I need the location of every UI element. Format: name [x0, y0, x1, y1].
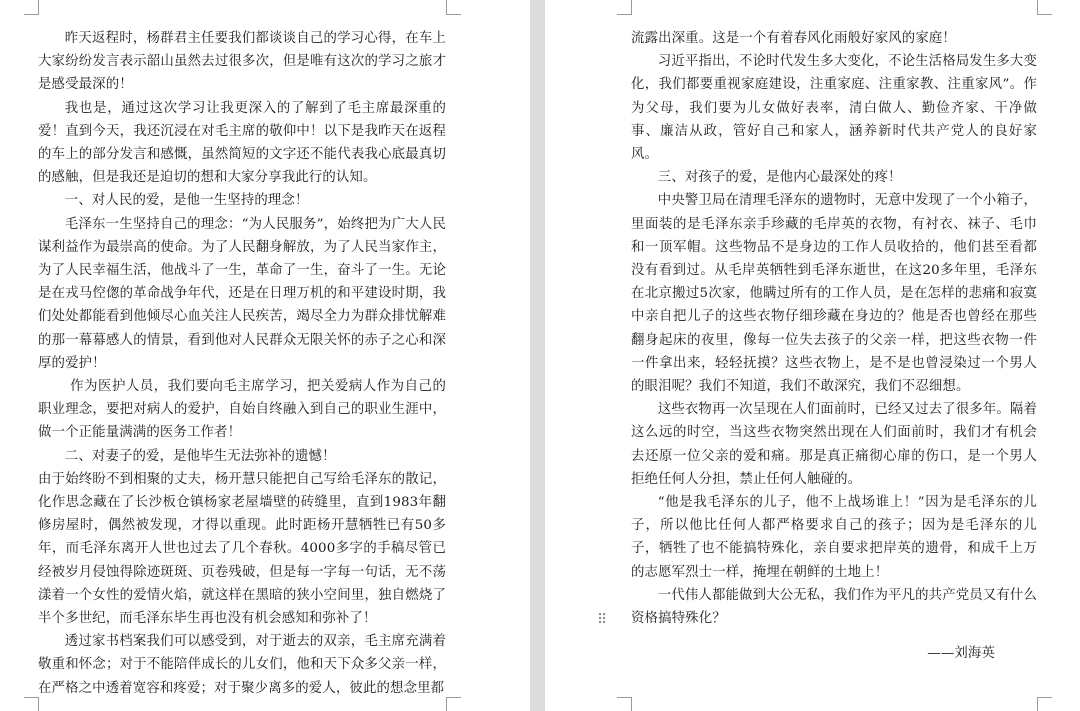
margin-corner-bottom-left — [24, 697, 39, 711]
page-gap — [530, 0, 545, 711]
paragraph-continued: 流露出深重。这是一个有着春风化雨般好家风的家庭！ — [631, 31, 956, 46]
margin-corner-bottom-right — [446, 697, 461, 711]
margin-corner-top-right — [1037, 0, 1052, 15]
paragraph-conclusion: 一代伟人都能做到大公无私，我们作为平凡的共产党员又有什么资格搞特殊化？ — [631, 587, 1037, 627]
margin-corner-bottom-left — [617, 697, 632, 711]
document-page-right — [545, 0, 1080, 711]
section-heading-3: 三、对孩子的爱，是他内心最深处的疼！ — [657, 170, 902, 186]
drag-handle-icon[interactable]: ⠿ — [597, 612, 608, 628]
paragraph-intro: 昨天返程时，杨群君主任要我们都谈谈自己的学习心得，在车上大家纷纷发言表示韶山虽然去过很多次，但是唯有这次的学习之旅才是感受最深的！ — [38, 31, 446, 93]
section-heading-1: 一、对人民的爱，是他一生坚持的理念！ — [64, 193, 309, 209]
margin-corner-bottom-right — [1037, 697, 1052, 711]
paragraph-medical: 作为医护人员，我们要向毛主席学习，把关爱病人作为自己的职业理念，要把对病人的爱护，自始自终融入到自己的职业生涯中，做一个正能量满满的医务工作者！ — [38, 379, 446, 441]
section-heading-2: 二、对妻子的爱，是他毕生无法弥补的遗憾！ — [64, 448, 336, 464]
page-text-right[interactable] — [631, 27, 1037, 665]
margin-corner-top-left — [617, 0, 632, 15]
paragraph-family-style: 习近平指出，不论时代发生多大变化，不论生活格局发生多大变化，我们都要重视家庭建设，注重家庭、注重家教、注重家风”。作为父母，我们要为儿女做好表率，清白做人、勤俭齐家、干净做事、廉洁从政，管好自己和家人，涵养新时代共产党人的良好家风。 — [631, 54, 1037, 163]
document-page-left — [0, 0, 530, 711]
margin-corner-top-left — [24, 0, 39, 15]
paragraph-learning: 我也是，通过这次学习让我更深入的了解到了毛主席最深重的爱！直到今天，我还沉浸在对毛主席的敬仰中！以下是我昨天在返程的车上的部分发言和感慨，虽然简短的文字还不能代表我心底最真切的感触，但是我还是迫切的想和大家分享我此行的认知。 — [38, 100, 446, 186]
paragraph-letters: 透过家书档案我们可以感受到，对于逝去的双亲，毛主席充满着敬重和怀念；对于不能陪伴成长的儿女们，他和天下众多父亲一样，在严格之中透着宽容和疼爱；对于聚少离多的爱人，彼此的想念里都 — [38, 634, 446, 696]
paragraph-belongings: 中央警卫局在清理毛泽东的遗物时，无意中发现了一个小箱子，里面装的是毛泽东亲手珍藏的毛岸英的衣物，有衬衣、袜子、毛巾和一顶军帽。这些物品不是身边的工作人员收拾的，他们甚至看都没有看到过。从毛岸英牺牲到毛泽东逝世，在这20多年里，毛泽东在北京搬过5次家，他瞒过所有的工作人员，是在怎样的悲痛和寂寞中亲自把儿子的这些衣物仔细珍藏在身边的？他是否也曾经在那些翻身起床的夜里，像每一位失去孩子的父亲一样，把这些衣物一件一件拿出来，轻轻抚摸？这些衣物上，是不是也曾浸染过一个男人的眼泪呢？我们不知道，我们不敢深究，我们不忍细想。 — [631, 193, 1037, 395]
paragraph-son-quote: “他是我毛泽东的儿子，他不上战场谁上！”因为是毛泽东的儿子，所以他比任何人都严格要求自己的孩子；因为是毛泽东的儿子，牺牲了也不能搞特殊化，亲自要求把岸英的遗骨，和成千上万的志愿军烈士一样，掩埋在朝鲜的土地上！ — [631, 495, 1037, 580]
page-text-left[interactable] — [38, 27, 446, 700]
paragraph-people: 毛泽东一生坚持自己的理念：“为人民服务”，始终把为广大人民谋利益作为最崇高的使命。为了人民翻身解放，为了人民当家作主，为了人民幸福生活，他战斗了一生，革命了一生，奋斗了一生。无论是在戎马倥偬的革命战争年代，还是在日理万机的和平建设时期，我们处处都能看到他倾尽心血关注人民疾苦，竭尽全力为群众排忧解难的那一幕幕感人的情景，看到他对人民群众无限关怀的赤子之心和深厚的爱护！ — [38, 216, 446, 371]
margin-corner-top-right — [446, 0, 461, 15]
author-signature: ——刘海英 — [927, 646, 995, 662]
paragraph-reappearance: 这些衣物再一次呈现在人们面前时，已经又过去了很多年。隔着这么远的时空，当这些衣物突然出现在人们面前时，我们才有机会去还原一位父亲的爱和痛。那是真正痛彻心扉的伤口，是一个男人拒绝任何人分担，禁止任何人触碰的。 — [631, 402, 1037, 487]
paragraph-wife: 由于始终盼不到相聚的丈夫，杨开慧只能把自己写给毛泽东的散记，化作思念藏在了长沙板仓镇杨家老屋墙壁的砖缝里，直到1983年翻修房屋时，偶然被发现，才得以重现。此时距杨开慧牺牲已有50多年，而毛泽东离开人世也过去了几个春秋。4000多字的手稿尽管已经被岁月侵蚀得除迹斑斑、页卷残破，但是每一字每一句话，无不荡漾着一个女性的爱情火焰，就这样在黑暗的狭小空间里，独自燃烧了半个多世纪，而毛泽东毕生再也没有机会感知和弥补了！ — [38, 471, 446, 627]
